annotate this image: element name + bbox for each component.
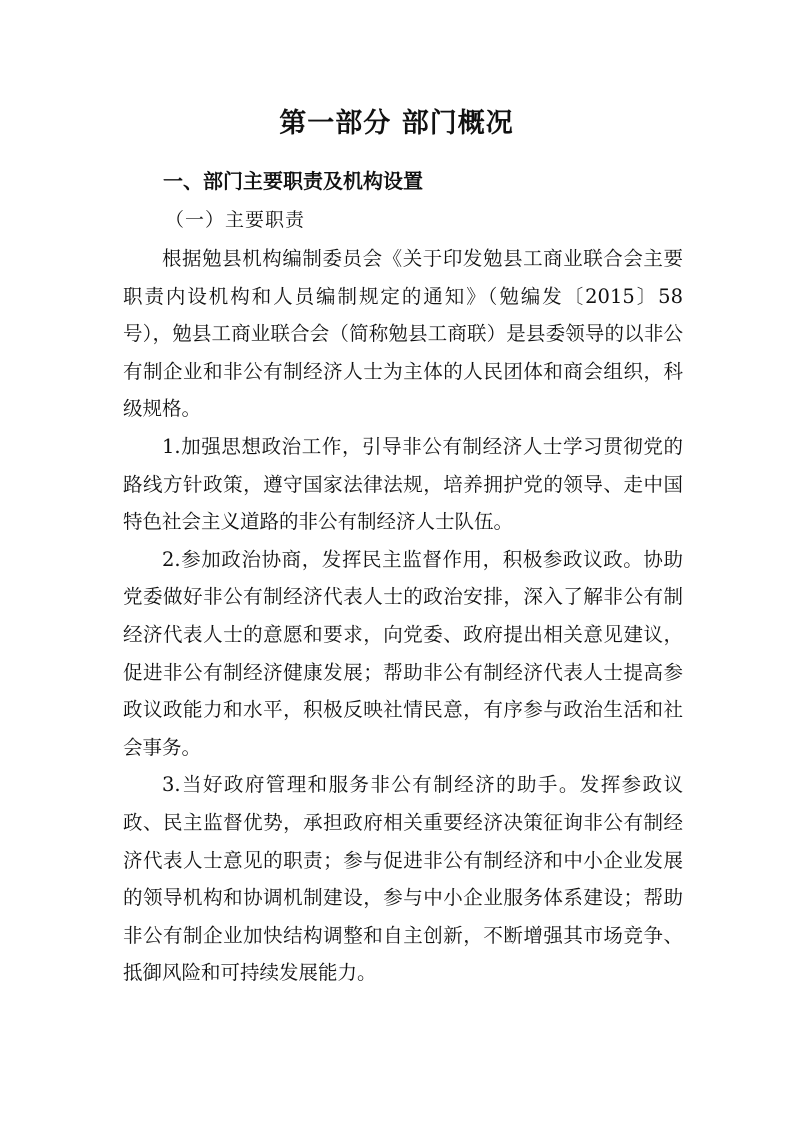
subsection-heading: （一）主要职责 — [165, 209, 306, 231]
paragraph-duty-1: 1.加强思想政治工作，引导非公有制经济人士学习贯彻党的路线方针政策，遵守国家法律法规，培养拥护党的领导、走中国特色社会主义道路的非公有制经济人士队伍。 — [123, 434, 683, 534]
paragraph-duty-3: 3.当好政府管理和服务非公有制经济的助手。发挥参政议政、民主监督优势，承担政府相关重要经济决策征询非公有制经济代表人士意见的职责；参与促进非公有制经济和中小企业发展的领导机构和协调机制建设，参与中小企业服务体系建设；帮助非公有制企业加快结构调整和自主创新，不断增强其市场竞争、抵御风险和可持续发展能力。 — [123, 773, 683, 985]
body-text — [123, 240, 683, 992]
paragraph-intro: 根据勉县机构编制委员会《关于印发勉县工商业联合会主要职责内设机构和人员编制规定的通知》（勉编发〔2015〕58号），勉县工商业联合会（简称勉县工商联）是县委领导的以非公有制企业和非公有制经济人士为主体的人民团体和商会组织，科级规格。 — [123, 247, 683, 421]
section-heading: 一、部门主要职责及机构设置 — [163, 169, 423, 193]
paragraph-duty-2: 2.参加政治协商，发挥民主监督作用，积极参政议政。协助党委做好非公有制经济代表人士的政治安排，深入了解非公有制经济代表人士的意愿和要求，向党委、政府提出相关意见建议，促进非公有制经济健康发展；帮助非公有制经济代表人士提高参政议政能力和水平，积极反映社情民意，有序参与政治生活和社会事务。 — [123, 547, 683, 759]
page-title: 第一部分 部门概况 — [279, 108, 514, 139]
